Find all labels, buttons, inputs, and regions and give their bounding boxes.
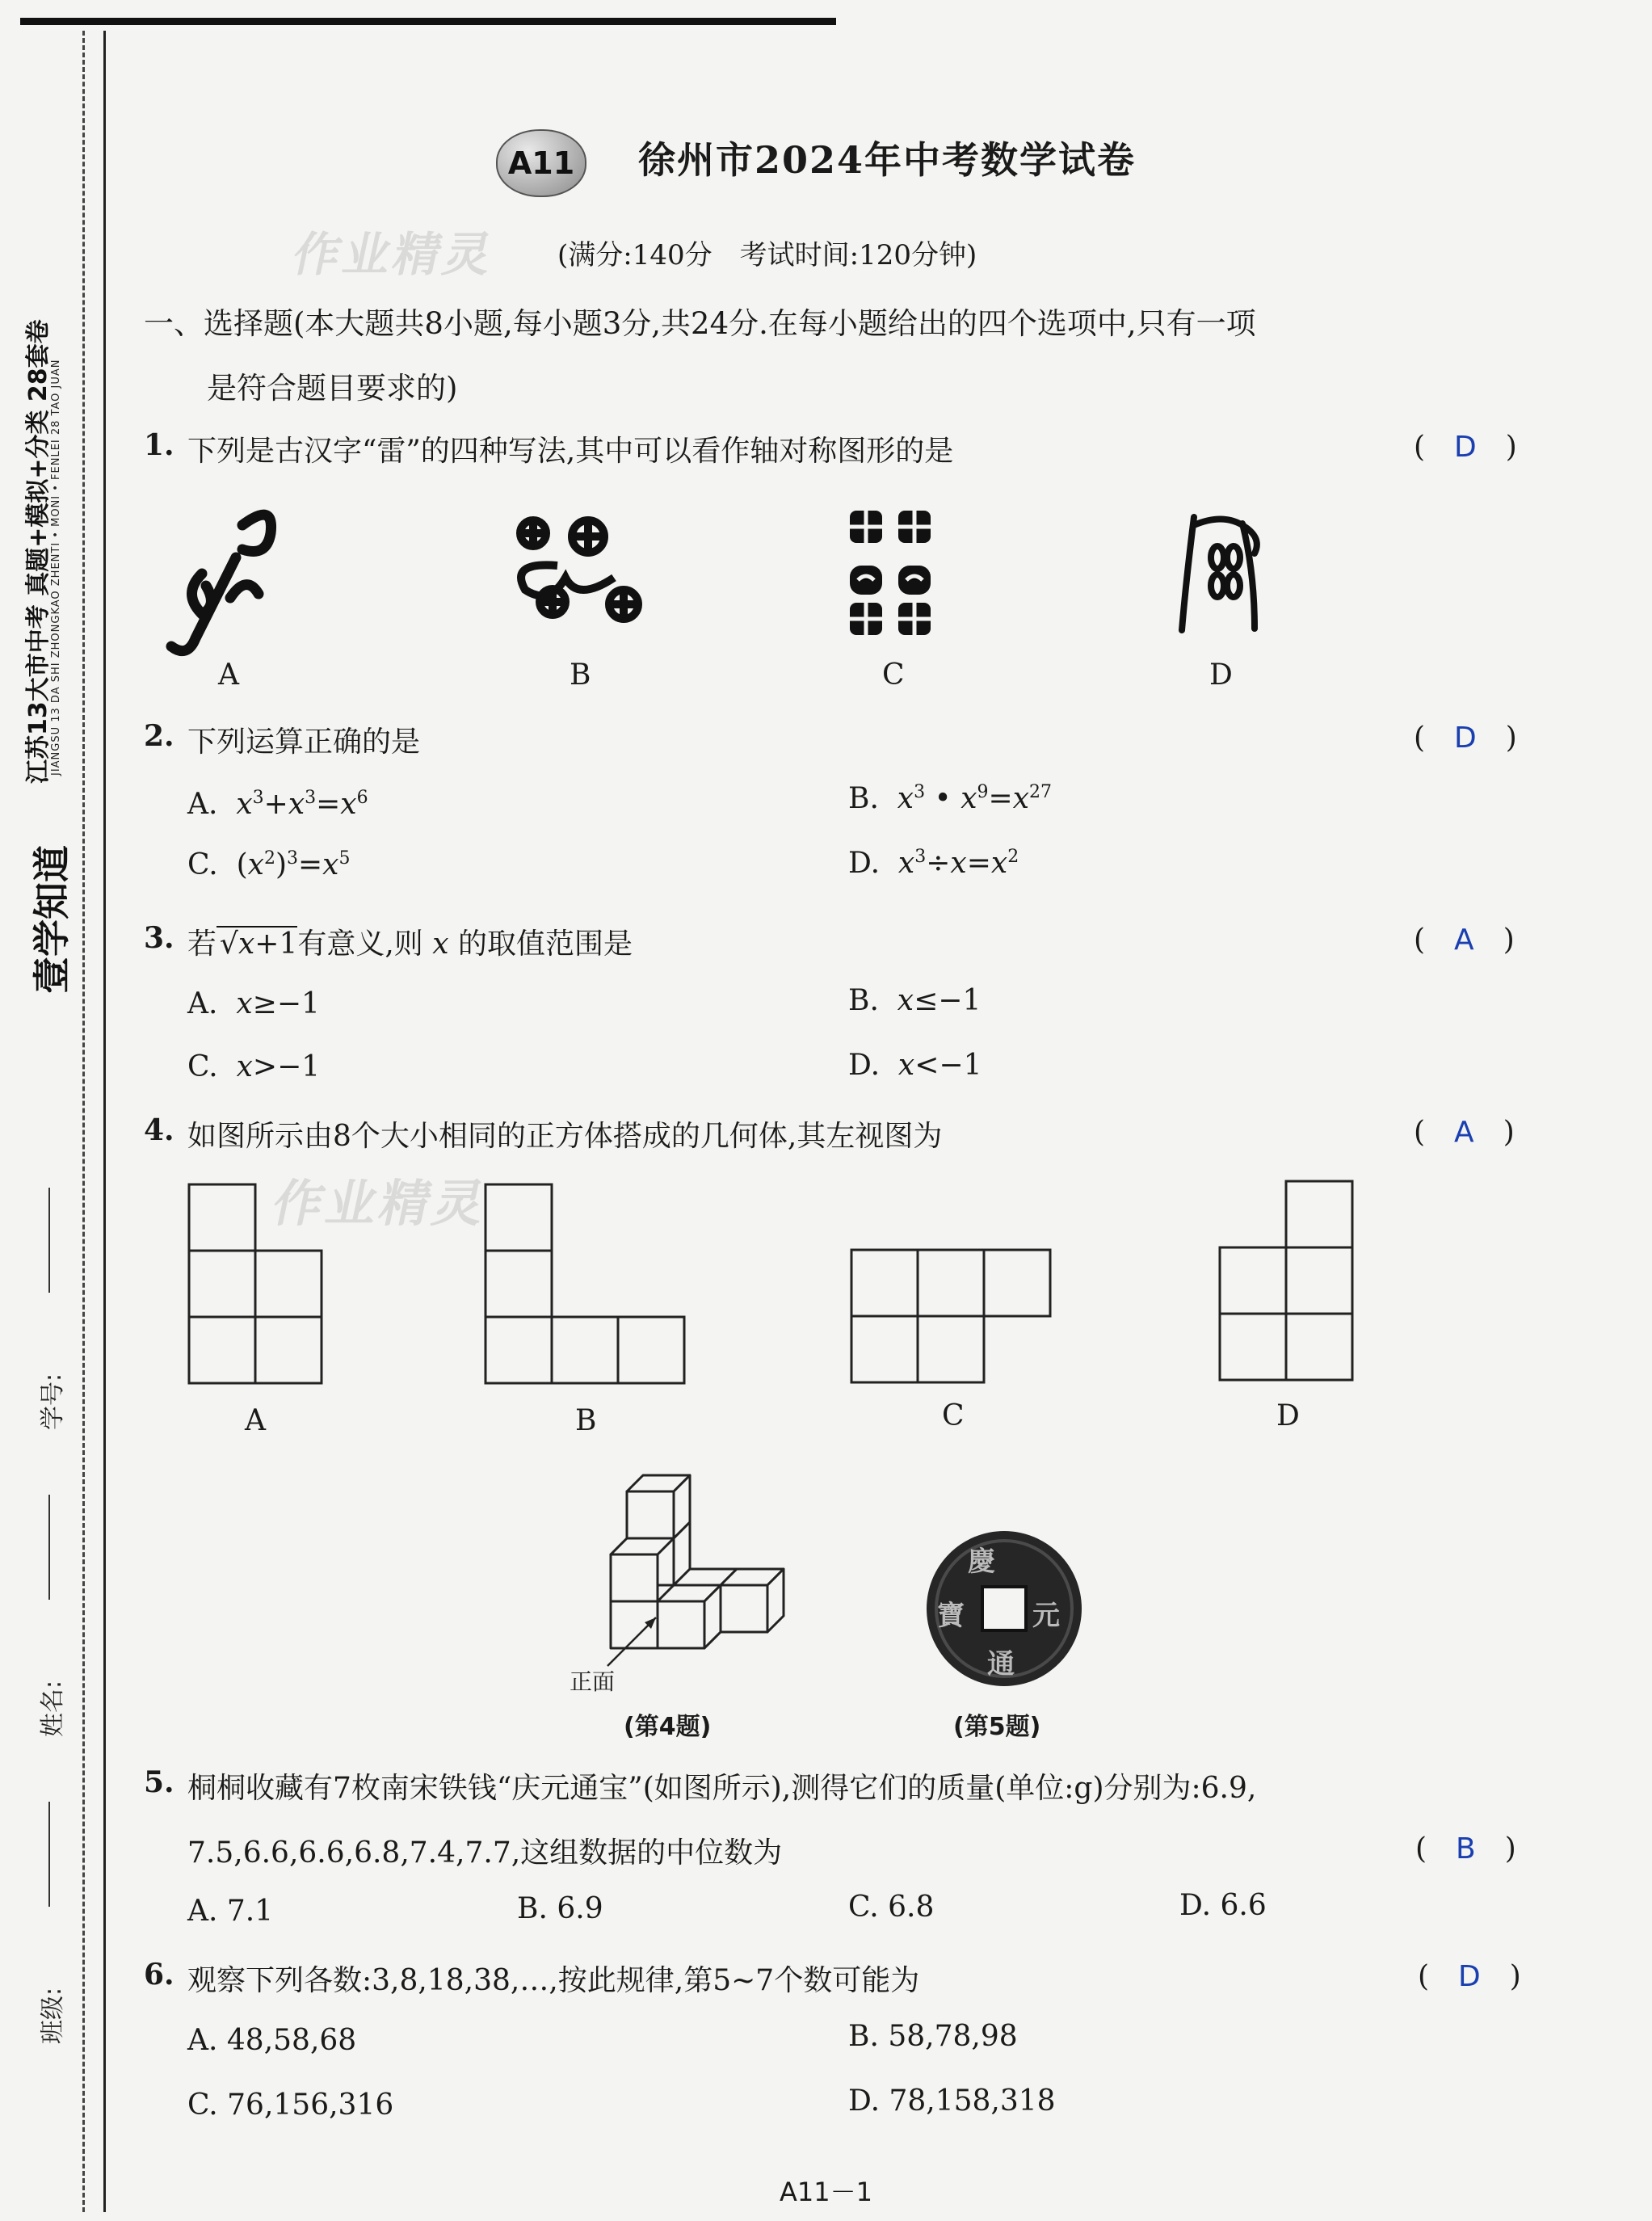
- q1-label-c: C: [882, 658, 905, 692]
- q1-label-a: A: [218, 658, 239, 692]
- q3-option-d: D. x<−1: [848, 1049, 982, 1082]
- q5-option-a: A. 7.1: [187, 1895, 274, 1928]
- q4-label-c: C: [942, 1399, 965, 1432]
- q1-label-b: B: [570, 658, 591, 692]
- q6-text: 观察下列各数:3,8,18,38,…,按此规律,第5~7个数可能为: [187, 1964, 920, 1997]
- brand-logo-text: 壹学知道: [30, 845, 74, 994]
- q4-view-c: [851, 1250, 1050, 1382]
- q5-text-cont: 7.5,6.6,6.6,6.8,7.4,7.7,这组数据的中位数为: [187, 1836, 783, 1870]
- watermark: 作业精灵: [267, 1174, 494, 1233]
- student-id-label: 学号:: [39, 1373, 67, 1430]
- q6-number: 6.: [144, 1958, 174, 1992]
- q1-answer: ( D ): [1414, 431, 1517, 464]
- q5-text: 桐桐收藏有7枚南宋铁钱“庆元通宝”(如图所示),测得它们的质量(单位:g)分别为:6.9,: [187, 1772, 1257, 1805]
- q4-text: 如图所示由8个大小相同的正方体搭成的几何体,其左视图为: [187, 1120, 943, 1153]
- q3-option-c: C. x>−1: [187, 1050, 321, 1083]
- class-label: 班级:: [39, 1987, 67, 2044]
- q4-solid-figure: [611, 1475, 784, 1648]
- coin-char-right: 元: [1032, 1600, 1060, 1632]
- page-number: A11－1: [780, 2177, 872, 2207]
- series-title: 江苏13大市中考 真题+模拟+分类 28套卷: [24, 319, 53, 784]
- q5-answer: ( B ): [1415, 1832, 1516, 1866]
- q3-option-a: A. x≥−1: [187, 987, 320, 1020]
- q4-number: 4.: [144, 1113, 174, 1147]
- q4-label-b: B: [575, 1404, 597, 1437]
- front-label: 正面: [570, 1668, 616, 1695]
- page-title: 徐州市2024年中考数学试卷: [638, 138, 1137, 182]
- q6-option-b: B. 58,78,98: [848, 2020, 1018, 2053]
- q6-option-a: A. 48,58,68: [187, 2024, 357, 2057]
- q3-option-b: B. x≤−1: [848, 984, 982, 1017]
- q6-option-d: D. 78,158,318: [848, 2084, 1056, 2118]
- watermark: 作业精灵: [288, 227, 501, 282]
- coin-char-left: 寶: [937, 1600, 965, 1632]
- coin-char-bottom: 通: [987, 1648, 1015, 1680]
- q5-option-d: D. 6.6: [1179, 1889, 1267, 1922]
- q5-option-c: C. 6.8: [848, 1891, 935, 1924]
- q1-text: 下列是古汉字“雷”的四种写法,其中可以看作轴对称图形的是: [187, 435, 954, 468]
- q4-label-d: D: [1276, 1399, 1300, 1432]
- series-title-en: JIANGSU 13 DA SHI ZHONGKAO ZHENTI • MONI • FENLEI 28 TAO JUAN: [50, 359, 62, 776]
- q1-number: 1.: [144, 428, 174, 462]
- figure-caption-4: (第4题): [624, 1713, 712, 1741]
- q2-answer: ( D ): [1414, 721, 1517, 755]
- q6-option-c: C. 76,156,316: [187, 2088, 394, 2122]
- q3-number: 3.: [144, 921, 174, 955]
- coin-char-top: 慶: [968, 1546, 995, 1578]
- figure-caption-5: (第5题): [953, 1713, 1041, 1741]
- q2-option-a: A. $x^3+x^3=x^6$: [187, 788, 368, 821]
- student-name-label: 姓名:: [39, 1680, 67, 1737]
- q3-text: 若 √x+1有意义,则 x 的取值范围是: [187, 928, 633, 961]
- q2-option-d: D. $x^3\div x=x^2$: [848, 847, 1019, 880]
- q2-text: 下列运算正确的是: [187, 726, 421, 759]
- q2-option-b: B. $x^3$ • $x^9=x^{27}$: [848, 782, 1053, 815]
- q4-view-a: [189, 1184, 322, 1383]
- section-heading: 一、选择题(本大题共8小题,每小题3分,共24分.在每小题给出的四个选项中,只有一项: [144, 306, 1256, 341]
- q5-number: 5.: [144, 1765, 174, 1799]
- q2-option-c: C. $(x^2)^3=x^5$: [187, 848, 351, 881]
- q3-answer: ( A ): [1414, 923, 1515, 957]
- q1-label-d: D: [1209, 658, 1233, 692]
- q5-option-b: B. 6.9: [517, 1892, 603, 1925]
- q2-number: 2.: [144, 719, 174, 753]
- q4-label-a: A: [245, 1404, 266, 1437]
- q4-view-b: [486, 1184, 684, 1383]
- section-heading-cont: 是符合题目要求的): [207, 371, 458, 406]
- q6-answer: ( D ): [1418, 1960, 1521, 1993]
- paper-subtitle: (满分:140分 考试时间:120分钟): [557, 239, 977, 271]
- paper-badge: A11: [496, 129, 586, 197]
- q4-answer: ( A ): [1414, 1116, 1515, 1149]
- q4-view-d: [1220, 1181, 1352, 1380]
